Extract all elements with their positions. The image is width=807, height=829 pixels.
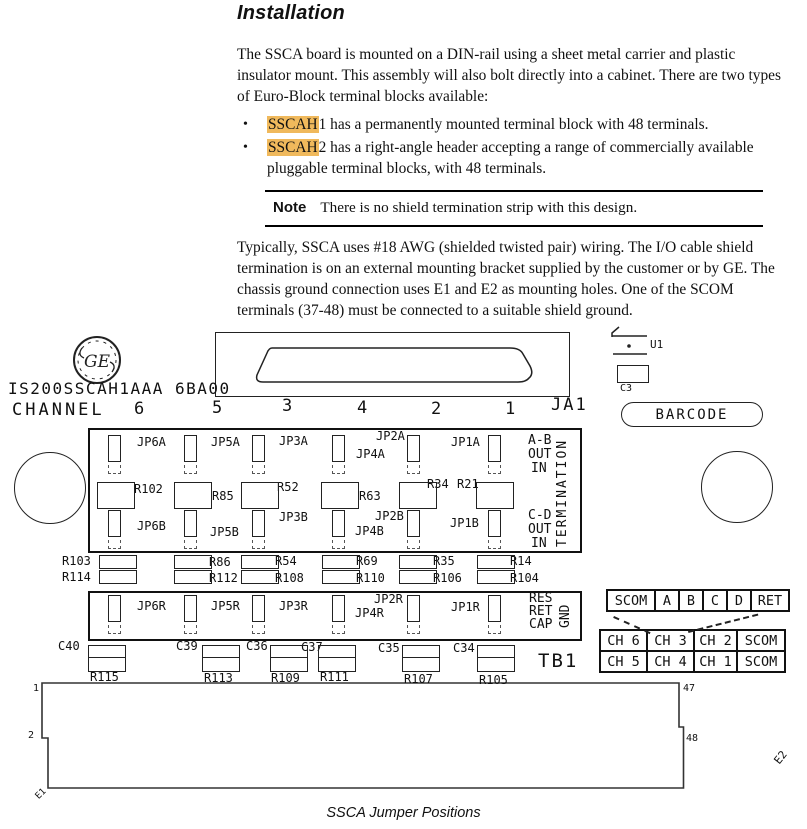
r114-label: R114 <box>62 570 91 584</box>
jp3a-label: JP3A <box>279 434 308 448</box>
channel-6: 6 <box>134 399 145 419</box>
ja1-label: JA1 <box>551 395 588 415</box>
resistor-pad <box>322 570 360 584</box>
r106-label: R106 <box>433 571 462 585</box>
note-label: Note <box>273 199 307 216</box>
highlighted-sscah: SSCAH <box>268 139 318 156</box>
table-cell: CH 6 <box>601 631 648 652</box>
cap-resistor-pad <box>402 645 440 672</box>
ret-label: RET <box>529 604 553 619</box>
r112-label: R112 <box>209 571 238 585</box>
r102-label: R102 <box>134 482 163 496</box>
cap-resistor-pad <box>202 645 240 672</box>
cap-label: CAP <box>529 617 553 632</box>
jumper-jp6r <box>108 595 121 634</box>
r108-label: R108 <box>275 571 304 585</box>
jumper-jp6b <box>108 510 121 549</box>
table-cell: CH 3 <box>648 631 695 652</box>
tb1-terminal-outline <box>42 683 684 788</box>
resistor-pad <box>477 570 515 584</box>
resistor-pad <box>399 555 437 569</box>
jp3b-label: JP3B <box>279 510 308 524</box>
r54-label: R54 <box>275 554 297 568</box>
channel-scom-table <box>599 629 786 673</box>
jp2b-label: JP2B <box>375 509 404 523</box>
svg-text:GE: GE <box>84 352 110 372</box>
resistor-pad <box>241 555 279 569</box>
r14-label: R14 <box>510 554 532 568</box>
cd-label: C-D <box>528 508 552 523</box>
cap-resistor-pad <box>88 645 126 672</box>
r63-label: R63 <box>359 489 381 503</box>
c3-component <box>617 365 649 383</box>
jumper-jp1r <box>488 595 501 634</box>
jumper-jp6a <box>108 435 121 474</box>
r111-label: R111 <box>320 670 349 684</box>
cap-resistor-pad <box>477 645 515 672</box>
channel-2: 2 <box>431 399 442 419</box>
jumper-jp5a <box>184 435 197 474</box>
jumper-jp3r <box>252 595 265 634</box>
resistor-pad <box>174 570 212 584</box>
resistor-pad <box>99 555 137 569</box>
channel-4: 4 <box>357 398 368 418</box>
resistor-pad <box>322 555 360 569</box>
channel-5: 5 <box>212 398 223 418</box>
c35-label: C35 <box>378 641 400 655</box>
c37-label: C37 <box>301 640 323 654</box>
jp1r-label: JP1R <box>451 600 480 614</box>
jumper-jp4b <box>332 510 345 549</box>
channel-3: 3 <box>282 396 293 416</box>
resistor-pad <box>241 570 279 584</box>
resistor-pad <box>174 555 212 569</box>
cap-resistor-pad <box>318 645 356 672</box>
jumper-jp2a <box>407 435 420 474</box>
bullet-icon: • <box>243 140 248 155</box>
scom-ret-table <box>606 589 790 612</box>
figure-caption: SSCA Jumper Positions <box>326 805 481 821</box>
table-cell: SCOM <box>608 591 656 610</box>
jumper-jp4a <box>332 435 345 474</box>
c39-label: C39 <box>176 639 198 653</box>
jp4b-label: JP4B <box>355 524 384 538</box>
barcode-area: BARCODE <box>621 402 763 427</box>
table-cell: B <box>680 591 704 610</box>
r35-label: R35 <box>433 554 455 568</box>
c36-label: C36 <box>246 639 268 653</box>
highlighted-sscah: SSCAH <box>268 116 318 133</box>
r115-label: R115 <box>90 670 119 684</box>
r104-label: R104 <box>510 571 539 585</box>
r69-label: R69 <box>356 554 378 568</box>
board-id: IS200SSCAH1AAA 6BA00 <box>8 379 231 398</box>
channel-label: CHANNEL <box>12 400 105 420</box>
jumper-jp5b <box>184 510 197 549</box>
jumper-jp1b <box>488 510 501 549</box>
jumper-jp3b <box>252 510 265 549</box>
ge-logo <box>74 337 120 383</box>
table-cell: SCOM <box>744 653 778 670</box>
bullet-text: SSCAH2 has a right-angle header accepting a range of commercially available pluggable terminal blocks, with 48 terminals. <box>267 139 754 177</box>
bullet-text: SSCAH1 has a permanently mounted terminal block with 48 terminals. <box>268 116 709 133</box>
jumper-jp1a <box>488 435 501 474</box>
resistor-pad <box>241 482 279 509</box>
resistor-pad <box>99 570 137 584</box>
e2-label: E2 <box>771 748 790 767</box>
pin-48-label: 48 <box>686 733 699 744</box>
table-cell: D <box>728 591 752 610</box>
r113-label: R113 <box>204 671 233 685</box>
jp6a-label: JP6A <box>137 435 166 449</box>
wiring-paragraph: Typically, SSCA uses #18 AWG (shielded twisted pair) wiring. The I/O cable shield termination is on an external mounting bracket supplied by the customer or by GE. The chassis ground connection uses E1 and E2 as mounting holes. One of the SCOM terminals (37-48) must be connected to a suitable shield ground. <box>237 239 775 319</box>
table-cell: CH 2 <box>695 631 738 652</box>
c3-label: C3 <box>620 383 633 394</box>
c40-label: C40 <box>58 639 80 653</box>
res-label: RES <box>529 591 553 606</box>
u1-label: U1 <box>650 338 664 351</box>
r85-label: R85 <box>212 489 234 503</box>
jp1b-label: JP1B <box>450 516 479 530</box>
mounting-hole-left <box>14 452 86 524</box>
jp2r-label: JP2R <box>374 592 403 606</box>
table-cell: A <box>656 591 680 610</box>
cap-resistor-pad <box>270 645 308 672</box>
r86-label: R86 <box>209 555 231 569</box>
resistor-pad <box>476 482 514 509</box>
table-cell: SCOM <box>738 631 784 652</box>
jp2a-label: JP2A <box>376 429 405 443</box>
cd-in-label: IN <box>531 536 547 551</box>
table-cell: RET <box>757 592 783 609</box>
pin-2-label: 2 <box>28 730 35 741</box>
jp6b-label: JP6B <box>137 519 166 533</box>
resistor-pad <box>477 555 515 569</box>
resistor-pad <box>321 482 359 509</box>
r52-label: R52 <box>277 480 299 494</box>
jumper-jp5r <box>184 595 197 634</box>
ab-label: A-B <box>528 433 552 448</box>
ja1-connector-outline <box>215 332 570 397</box>
tb1-label: TB1 <box>538 650 579 672</box>
table-cell: CH 5 <box>601 652 648 671</box>
intro-paragraph: The SSCA board is mounted on a DIN-rail using a sheet metal carrier and plastic insulator mount. This assembly will also bolt directly into a cabinet. There are two types of Euro-Block terminal blocks available: <box>237 46 781 105</box>
jp5a-label: JP5A <box>211 435 240 449</box>
r110-label: R110 <box>356 571 385 585</box>
page-title: Installation <box>237 2 345 24</box>
r107-label: R107 <box>404 672 433 686</box>
gnd-label: GND <box>558 604 573 628</box>
resistor-pad <box>97 482 135 509</box>
jp6r-label: JP6R <box>137 599 166 613</box>
note-text: There is no shield termination strip with this design. <box>320 199 638 216</box>
jumper-jp4r <box>332 595 345 634</box>
u1-symbol <box>612 327 647 354</box>
r105-label: R105 <box>479 673 508 687</box>
jumper-jp2r <box>407 595 420 634</box>
termination-label: TERMINATION <box>555 438 570 547</box>
r34-label: R34 <box>427 477 449 491</box>
resistor-pad <box>174 482 212 509</box>
r21-label: R21 <box>457 477 479 491</box>
channel-1: 1 <box>505 399 516 419</box>
jumper-jp3a <box>252 435 265 474</box>
pin-47-label: 47 <box>683 683 696 694</box>
ab-in-label: IN <box>531 461 547 476</box>
jp3r-label: JP3R <box>279 599 308 613</box>
jp5r-label: JP5R <box>211 599 240 613</box>
ab-out-label: OUT <box>528 447 552 462</box>
jp4r-label: JP4R <box>355 606 384 620</box>
r103-label: R103 <box>62 554 91 568</box>
jumper-jp2b <box>407 510 420 549</box>
resistor-pad <box>399 482 437 509</box>
table-cell: C <box>704 591 728 610</box>
r109-label: R109 <box>271 671 300 685</box>
jp1a-label: JP1A <box>451 435 480 449</box>
table-cell: CH 4 <box>648 652 695 671</box>
bullet-icon: • <box>243 117 248 132</box>
c34-label: C34 <box>453 641 475 655</box>
jp4a-label: JP4A <box>356 447 385 461</box>
table-cell: CH 1 <box>695 652 738 671</box>
e1-label: E1 <box>33 786 49 802</box>
mounting-hole-right <box>701 451 773 523</box>
cd-out-label: OUT <box>528 522 552 537</box>
pin-1-label: 1 <box>33 683 40 694</box>
jp5b-label: JP5B <box>210 525 239 539</box>
resistor-pad <box>399 570 437 584</box>
